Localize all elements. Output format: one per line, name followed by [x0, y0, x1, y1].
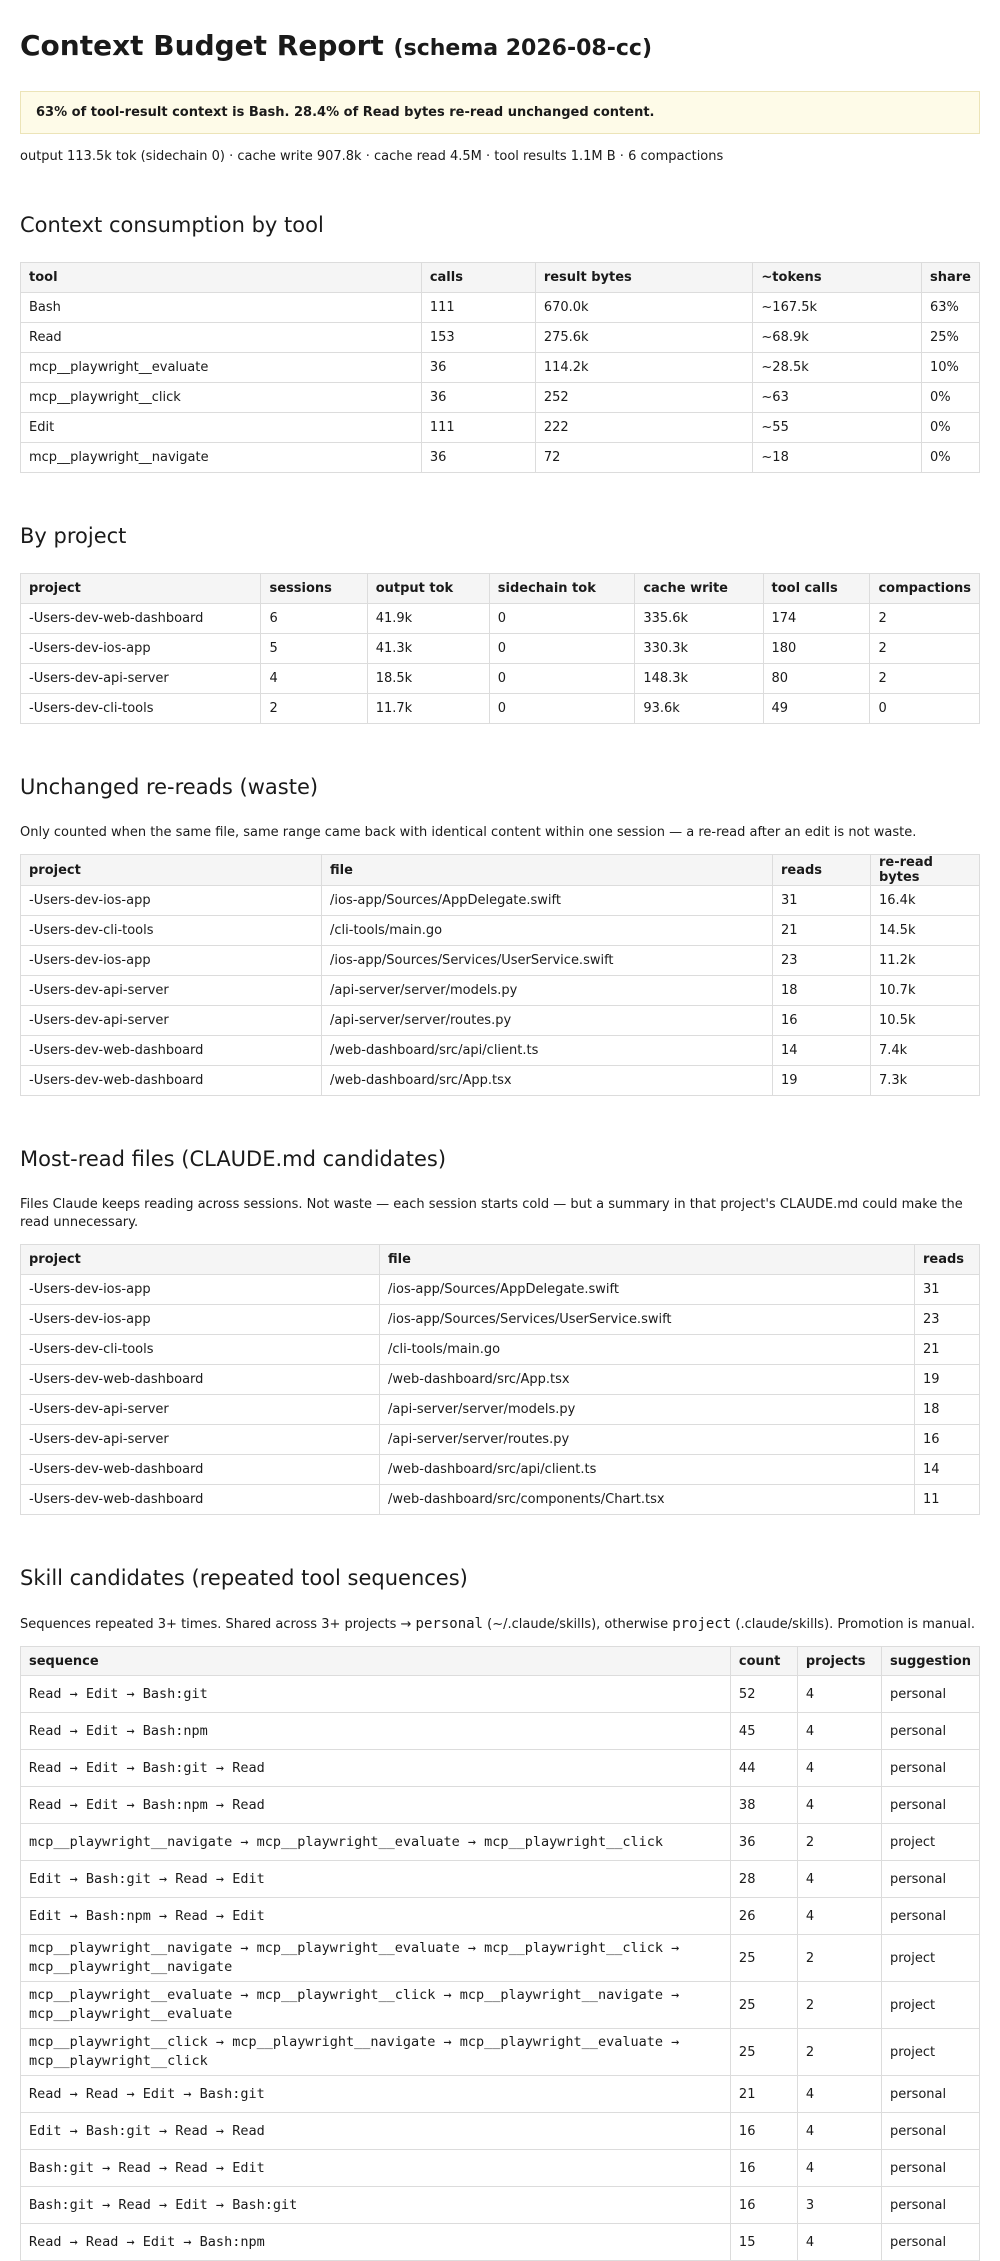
- table-cell: /cli-tools/main.go: [322, 916, 773, 946]
- table-cell: -Users-dev-ios-app: [21, 634, 261, 664]
- table-cell: 5: [261, 634, 367, 664]
- table-cell: 21: [773, 916, 871, 946]
- table-row: [21, 604, 980, 634]
- section-heading-by-project: By project: [20, 524, 127, 548]
- table-cell: 111: [421, 413, 535, 443]
- table-cell: /api-server/server/routes.py: [322, 1006, 773, 1036]
- column-header: reads: [915, 1245, 980, 1275]
- table-cell: 4: [797, 1713, 881, 1750]
- table-row: [21, 2224, 980, 2261]
- table-cell: 4: [261, 664, 367, 694]
- table-cell: 45: [730, 1713, 797, 1750]
- table-cell: 49: [763, 694, 870, 724]
- table-cell: 15: [730, 2224, 797, 2261]
- table-cell: personal: [881, 1713, 979, 1750]
- tool-consumption-table: [20, 262, 980, 473]
- table-cell: Read → Edit → Bash:npm: [21, 1713, 731, 1750]
- table-row: [21, 2029, 980, 2076]
- table-cell: /web-dashboard/src/App.tsx: [322, 1066, 773, 1096]
- table-cell: 28: [730, 1861, 797, 1898]
- table-cell: 148.3k: [635, 664, 763, 694]
- table-cell: mcp__playwright__evaluate → mcp__playwright__click → mcp__playwright__navigate → mcp__playwright__evaluate: [21, 1982, 731, 2029]
- table-row: [21, 1275, 980, 1305]
- table-cell: 63%: [922, 293, 980, 323]
- table-cell: personal: [881, 2224, 979, 2261]
- table-header-row: [21, 1647, 980, 1676]
- table-cell: 275.6k: [535, 323, 753, 353]
- table-cell: 4: [797, 1676, 881, 1713]
- table-cell: 31: [915, 1275, 980, 1305]
- table-cell: 222: [535, 413, 753, 443]
- table-cell: 4: [797, 1750, 881, 1787]
- table-cell: -Users-dev-api-server: [21, 1425, 380, 1455]
- table-cell: 23: [773, 946, 871, 976]
- project-table: [20, 573, 980, 724]
- table-row: [21, 1006, 980, 1036]
- table-cell: /api-server/server/models.py: [380, 1395, 915, 1425]
- table-cell: 36: [730, 1824, 797, 1861]
- table-cell: 10.7k: [871, 976, 980, 1006]
- table-row: [21, 634, 980, 664]
- table-row: [21, 1425, 980, 1455]
- table-cell: mcp__playwright__navigate → mcp__playwright__evaluate → mcp__playwright__click: [21, 1824, 731, 1861]
- table-cell: 0: [489, 694, 635, 724]
- table-cell: -Users-dev-api-server: [21, 664, 261, 694]
- column-header: re-read bytes: [871, 855, 980, 886]
- usage-summary: output 113.5k tok (sidechain 0) · cache write 907.8k · cache read 4.5M · tool results 1.1M B · 6 compactions: [20, 149, 724, 164]
- skill-candidates-table: [20, 1646, 980, 2261]
- table-cell: 52: [730, 1676, 797, 1713]
- table-cell: -Users-dev-ios-app: [21, 1305, 380, 1335]
- column-header: tool: [21, 263, 422, 293]
- table-cell: 670.0k: [535, 293, 753, 323]
- table-row: [21, 1365, 980, 1395]
- table-cell: 4: [797, 2076, 881, 2113]
- table-row: [21, 1395, 980, 1425]
- table-cell: -Users-dev-api-server: [21, 1395, 380, 1425]
- table-cell: -Users-dev-cli-tools: [21, 1335, 380, 1365]
- column-header: result bytes: [535, 263, 753, 293]
- skills-note-text: (~/.claude/skills), otherwise: [482, 1617, 673, 1632]
- table-cell: 2: [870, 664, 980, 694]
- table-cell: 330.3k: [635, 634, 763, 664]
- table-cell: 335.6k: [635, 604, 763, 634]
- table-cell: 16: [730, 2113, 797, 2150]
- table-cell: mcp__playwright__click: [21, 383, 422, 413]
- table-cell: project: [881, 1935, 979, 1982]
- table-cell: 44: [730, 1750, 797, 1787]
- table-cell: -Users-dev-web-dashboard: [21, 1066, 322, 1096]
- table-cell: 93.6k: [635, 694, 763, 724]
- table-row: [21, 1861, 980, 1898]
- table-row: [21, 664, 980, 694]
- table-row: [21, 443, 980, 473]
- table-cell: 21: [915, 1335, 980, 1365]
- table-cell: 4: [797, 1898, 881, 1935]
- section-heading-by-tool: Context consumption by tool: [20, 213, 324, 237]
- table-row: [21, 1787, 980, 1824]
- table-header-row: [21, 574, 980, 604]
- column-header: tool calls: [763, 574, 870, 604]
- table-cell: 10%: [922, 353, 980, 383]
- table-cell: 26: [730, 1898, 797, 1935]
- table-cell: ~18: [753, 443, 922, 473]
- table-cell: 25: [730, 2029, 797, 2076]
- column-header: sequence: [21, 1647, 731, 1676]
- table-cell: 23: [915, 1305, 980, 1335]
- column-header: projects: [797, 1647, 881, 1676]
- table-cell: personal: [881, 1898, 979, 1935]
- table-cell: personal: [881, 1861, 979, 1898]
- table-row: [21, 1485, 980, 1515]
- table-row: [21, 1898, 980, 1935]
- column-header: project: [21, 1245, 380, 1275]
- table-cell: 16: [915, 1425, 980, 1455]
- table-cell: personal: [881, 1787, 979, 1824]
- table-cell: project: [881, 1824, 979, 1861]
- table-cell: Read → Read → Edit → Bash:npm: [21, 2224, 731, 2261]
- column-header: suggestion: [881, 1647, 979, 1676]
- table-cell: -Users-dev-cli-tools: [21, 916, 322, 946]
- table-cell: 174: [763, 604, 870, 634]
- table-cell: 2: [870, 634, 980, 664]
- table-row: [21, 1676, 980, 1713]
- table-row: [21, 353, 980, 383]
- table-cell: 80: [763, 664, 870, 694]
- table-cell: /api-server/server/routes.py: [380, 1425, 915, 1455]
- table-cell: -Users-dev-cli-tools: [21, 694, 261, 724]
- table-cell: 0%: [922, 413, 980, 443]
- table-cell: Bash:git → Read → Read → Edit: [21, 2150, 731, 2187]
- table-cell: personal: [881, 1750, 979, 1787]
- table-row: [21, 916, 980, 946]
- table-cell: 0: [489, 604, 635, 634]
- table-cell: personal: [881, 1676, 979, 1713]
- table-row: [21, 2076, 980, 2113]
- table-cell: /web-dashboard/src/api/client.ts: [322, 1036, 773, 1066]
- column-header: calls: [421, 263, 535, 293]
- table-cell: Edit → Bash:git → Read → Read: [21, 2113, 731, 2150]
- table-cell: 180: [763, 634, 870, 664]
- section-heading-most-read: Most-read files (CLAUDE.md candidates): [20, 1147, 447, 1171]
- table-row: [21, 886, 980, 916]
- skills-note: [20, 1615, 980, 1634]
- table-cell: /web-dashboard/src/components/Chart.tsx: [380, 1485, 915, 1515]
- table-cell: ~28.5k: [753, 353, 922, 383]
- headline-callout: 63% of tool-result context is Bash. 28.4% of Read bytes re-read unchanged content.: [20, 91, 980, 134]
- table-cell: 36: [421, 383, 535, 413]
- table-cell: 4: [797, 2150, 881, 2187]
- most-read-note: Files Claude keeps reading across sessions. Not waste — each session starts cold — but a summary in that project's CLAUDE.md could make the read unnecessary.: [20, 1197, 963, 1230]
- table-cell: -Users-dev-api-server: [21, 1006, 322, 1036]
- table-cell: -Users-dev-web-dashboard: [21, 604, 261, 634]
- column-header: file: [322, 855, 773, 886]
- table-cell: 11: [915, 1485, 980, 1515]
- table-cell: 2: [797, 1982, 881, 2029]
- column-header: sessions: [261, 574, 367, 604]
- table-cell: ~68.9k: [753, 323, 922, 353]
- report-title: Context Budget Report: [20, 29, 384, 62]
- table-cell: 0%: [922, 383, 980, 413]
- table-cell: mcp__playwright__navigate → mcp__playwright__evaluate → mcp__playwright__click → mcp__playwright__navigate: [21, 1935, 731, 1982]
- personal-code: personal: [415, 1616, 483, 1632]
- table-cell: 4: [797, 1861, 881, 1898]
- column-header: project: [21, 574, 261, 604]
- table-cell: Edit → Bash:npm → Read → Edit: [21, 1898, 731, 1935]
- table-cell: 36: [421, 353, 535, 383]
- table-row: [21, 2113, 980, 2150]
- table-cell: Edit: [21, 413, 422, 443]
- table-cell: 0: [870, 694, 980, 724]
- table-row: [21, 946, 980, 976]
- section-heading-rereads: Unchanged re-reads (waste): [20, 775, 319, 799]
- column-header: output tok: [367, 574, 489, 604]
- table-cell: Read → Edit → Bash:npm → Read: [21, 1787, 731, 1824]
- section-heading-skills: Skill candidates (repeated tool sequences): [20, 1566, 468, 1590]
- column-header: sidechain tok: [489, 574, 635, 604]
- table-cell: 31: [773, 886, 871, 916]
- table-cell: personal: [881, 2113, 979, 2150]
- table-cell: 252: [535, 383, 753, 413]
- table-row: [21, 1824, 980, 1861]
- table-cell: /web-dashboard/src/App.tsx: [380, 1365, 915, 1395]
- skills-note-text: (.claude/skills). Promotion is manual.: [731, 1617, 976, 1632]
- table-cell: 153: [421, 323, 535, 353]
- table-cell: 2: [870, 604, 980, 634]
- skills-note-text: Sequences repeated 3+ times. Shared across 3+ projects →: [20, 1617, 416, 1632]
- table-cell: 2: [797, 1824, 881, 1861]
- table-cell: -Users-dev-ios-app: [21, 886, 322, 916]
- table-cell: personal: [881, 2187, 979, 2224]
- column-header: count: [730, 1647, 797, 1676]
- table-row: [21, 1713, 980, 1750]
- table-cell: 10.5k: [871, 1006, 980, 1036]
- table-cell: 21: [730, 2076, 797, 2113]
- column-header: compactions: [870, 574, 980, 604]
- table-cell: mcp__playwright__evaluate: [21, 353, 422, 383]
- table-cell: /ios-app/Sources/Services/UserService.swift: [322, 946, 773, 976]
- table-cell: 2: [797, 1935, 881, 1982]
- table-row: [21, 293, 980, 323]
- table-cell: 3: [797, 2187, 881, 2224]
- table-cell: Read → Read → Edit → Bash:git: [21, 2076, 731, 2113]
- table-cell: 7.4k: [871, 1036, 980, 1066]
- table-cell: 38: [730, 1787, 797, 1824]
- table-cell: 0: [489, 634, 635, 664]
- table-cell: 36: [421, 443, 535, 473]
- page-title: [20, 26, 980, 69]
- table-cell: 4: [797, 2224, 881, 2261]
- table-cell: 111: [421, 293, 535, 323]
- table-row: [21, 1036, 980, 1066]
- table-cell: Read → Edit → Bash:git: [21, 1676, 731, 1713]
- table-cell: 6: [261, 604, 367, 634]
- table-header-row: [21, 1245, 980, 1275]
- table-cell: /ios-app/Sources/AppDelegate.swift: [380, 1275, 915, 1305]
- table-row: [21, 976, 980, 1006]
- table-cell: mcp__playwright__click → mcp__playwright__navigate → mcp__playwright__evaluate → mcp__playwright__click: [21, 2029, 731, 2076]
- table-cell: 7.3k: [871, 1066, 980, 1096]
- column-header: reads: [773, 855, 871, 886]
- table-cell: personal: [881, 2150, 979, 2187]
- table-cell: project: [881, 2029, 979, 2076]
- table-header-row: [21, 263, 980, 293]
- table-row: [21, 1982, 980, 2029]
- table-cell: 0%: [922, 443, 980, 473]
- table-cell: Bash:git → Read → Edit → Bash:git: [21, 2187, 731, 2224]
- table-row: [21, 413, 980, 443]
- column-header: cache write: [635, 574, 763, 604]
- table-cell: /api-server/server/models.py: [322, 976, 773, 1006]
- table-row: [21, 323, 980, 353]
- table-cell: -Users-dev-ios-app: [21, 946, 322, 976]
- table-cell: Read: [21, 323, 422, 353]
- table-cell: -Users-dev-web-dashboard: [21, 1485, 380, 1515]
- table-cell: 114.2k: [535, 353, 753, 383]
- table-cell: /ios-app/Sources/AppDelegate.swift: [322, 886, 773, 916]
- table-cell: personal: [881, 2076, 979, 2113]
- project-code: project: [672, 1616, 732, 1632]
- rereads-note: Only counted when the same file, same range came back with identical content within one session — a re-read after an edit is not waste.: [20, 825, 917, 840]
- table-cell: 25: [730, 1982, 797, 2029]
- table-cell: 19: [773, 1066, 871, 1096]
- table-row: [21, 383, 980, 413]
- table-cell: 25%: [922, 323, 980, 353]
- table-cell: ~55: [753, 413, 922, 443]
- table-row: [21, 1335, 980, 1365]
- table-row: [21, 2150, 980, 2187]
- most-read-table: [20, 1244, 980, 1515]
- table-cell: project: [881, 1982, 979, 2029]
- table-cell: 16: [773, 1006, 871, 1036]
- table-cell: -Users-dev-web-dashboard: [21, 1365, 380, 1395]
- table-row: [21, 1066, 980, 1096]
- table-cell: 11.7k: [367, 694, 489, 724]
- column-header: share: [922, 263, 980, 293]
- table-cell: Bash: [21, 293, 422, 323]
- table-cell: 4: [797, 2113, 881, 2150]
- table-cell: Edit → Bash:git → Read → Edit: [21, 1861, 731, 1898]
- schema-version: (schema 2026-08-cc): [393, 36, 652, 61]
- table-cell: 18: [773, 976, 871, 1006]
- table-cell: 14.5k: [871, 916, 980, 946]
- rereads-table: [20, 854, 980, 1096]
- table-cell: ~63: [753, 383, 922, 413]
- table-header-row: [21, 855, 980, 886]
- table-row: [21, 2187, 980, 2224]
- table-cell: 19: [915, 1365, 980, 1395]
- table-cell: 2: [261, 694, 367, 724]
- table-cell: 2: [797, 2029, 881, 2076]
- column-header: ~tokens: [753, 263, 922, 293]
- table-cell: 25: [730, 1935, 797, 1982]
- table-cell: 16: [730, 2150, 797, 2187]
- table-cell: -Users-dev-ios-app: [21, 1275, 380, 1305]
- table-cell: 11.2k: [871, 946, 980, 976]
- table-cell: /ios-app/Sources/Services/UserService.swift: [380, 1305, 915, 1335]
- table-cell: ~167.5k: [753, 293, 922, 323]
- table-cell: 72: [535, 443, 753, 473]
- table-cell: 0: [489, 664, 635, 694]
- table-row: [21, 694, 980, 724]
- table-row: [21, 1305, 980, 1335]
- table-cell: Read → Edit → Bash:git → Read: [21, 1750, 731, 1787]
- table-cell: 16: [730, 2187, 797, 2224]
- column-header: file: [380, 1245, 915, 1275]
- table-cell: /cli-tools/main.go: [380, 1335, 915, 1365]
- table-cell: 4: [797, 1787, 881, 1824]
- table-cell: 16.4k: [871, 886, 980, 916]
- table-cell: 14: [773, 1036, 871, 1066]
- table-row: [21, 1750, 980, 1787]
- table-cell: -Users-dev-web-dashboard: [21, 1455, 380, 1485]
- table-cell: 18: [915, 1395, 980, 1425]
- table-cell: mcp__playwright__navigate: [21, 443, 422, 473]
- table-cell: 41.3k: [367, 634, 489, 664]
- table-cell: -Users-dev-web-dashboard: [21, 1036, 322, 1066]
- table-row: [21, 1935, 980, 1982]
- column-header: project: [21, 855, 322, 886]
- table-cell: 18.5k: [367, 664, 489, 694]
- table-cell: -Users-dev-api-server: [21, 976, 322, 1006]
- table-cell: 41.9k: [367, 604, 489, 634]
- table-cell: /web-dashboard/src/api/client.ts: [380, 1455, 915, 1485]
- table-cell: 14: [915, 1455, 980, 1485]
- table-row: [21, 1455, 980, 1485]
